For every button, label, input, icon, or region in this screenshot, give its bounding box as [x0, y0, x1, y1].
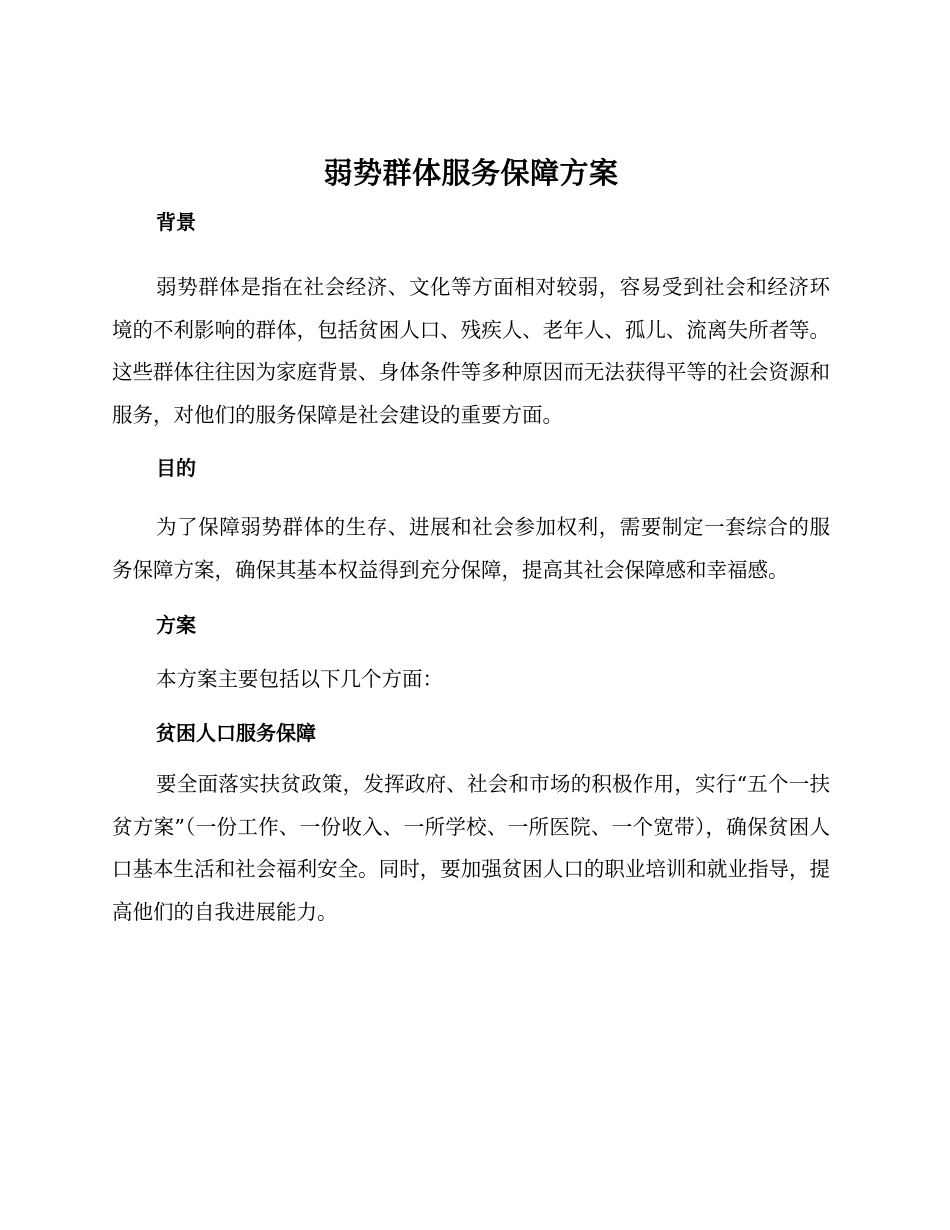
heading-plan: 方案 [156, 613, 196, 637]
paragraph-background: 弱势群体是指在社会经济、文化等方面相对较弱，容易受到社会和经济环境的不利影响的群体，包括贫困人口、残疾人、老年人、孤儿、流离失所者等。这些群体往往因为家庭背景、身体条件等多种原因而无法获得平等的社会资源和服务，对他们的服务保障是社会建设的重要方面。 [112, 275, 830, 427]
heading-background: 背景 [156, 210, 196, 234]
heading-purpose: 目的 [156, 456, 196, 480]
paragraph-purpose: 为了保障弱势群体的生存、进展和社会参加权利，需要制定一套综合的服务保障方案，确保其基本权益得到充分保障，提高其社会保障感和幸福感。 [112, 515, 830, 582]
document-body [112, 150, 830, 953]
heading-poverty: 贫困人口服务保障 [156, 721, 316, 745]
document-title: 弱势群体服务保障方案 [323, 156, 619, 190]
paragraph-poverty: 要全面落实扶贫政策，发挥政府、社会和市场的积极作用，实行“五个一扶贫方案”（一份工作、一份收入、一所学校、一所医院、一个宽带），确保贫困人口基本生活和社会福利安全。同时，要加强贫困人口的职业培训和就业指导，提高他们的自我进展能力。 [112, 772, 830, 924]
paragraph-plan-intro: 本方案主要包括以下几个方面： [156, 667, 443, 691]
